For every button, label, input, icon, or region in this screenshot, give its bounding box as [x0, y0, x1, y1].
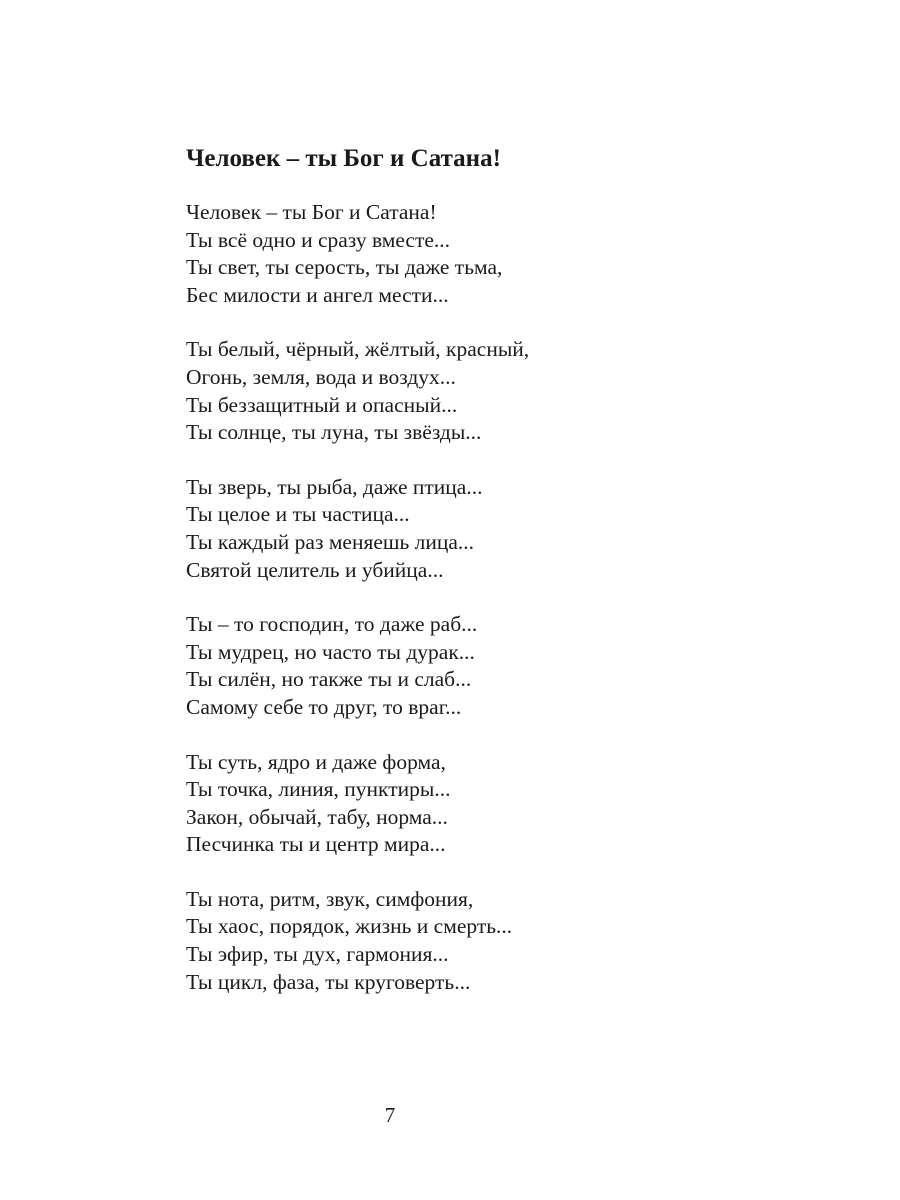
poem-line: Ты беззащитный и опасный... [186, 392, 458, 417]
poem-line: Ты нота, ритм, звук, симфония, [186, 886, 474, 911]
poem-line: Закон, обычай, табу, норма... [186, 804, 448, 829]
poem-line: Ты – то господин, то даже раб... [186, 612, 478, 637]
poem-line: Ты эфир, ты дух, гармония... [186, 942, 449, 967]
poem-line: Ты свет, ты серость, ты даже тьма, [186, 255, 503, 280]
poem-line: Ты мудрец, но часто ты дурак... [186, 639, 475, 664]
poem-line: Бес милости и ангел мести... [186, 282, 449, 307]
poem-line: Ты силён, но также ты и слаб... [186, 667, 472, 692]
poem-line: Ты точка, линия, пунктиры... [186, 777, 451, 802]
poem-line: Ты суть, ядро и даже форма, [186, 749, 446, 774]
poem-line: Человек – ты Бог и Сатана! [186, 200, 437, 224]
poem-line: Самому себе то друг, то враг... [186, 694, 462, 719]
stanza-4 [186, 611, 529, 721]
poem-line: Ты каждый раз меняешь лица... [186, 529, 475, 554]
stanza-1 [186, 199, 529, 309]
poem-line: Ты белый, чёрный, жёлтый, красный, [186, 337, 530, 362]
poem-line: Ты солнце, ты луна, ты звёзды... [186, 420, 482, 445]
page-number: 7 [384, 1103, 396, 1127]
poem-line: Ты цикл, фаза, ты круговерть... [186, 969, 471, 994]
poem-body [186, 199, 529, 1023]
poem-line: Огонь, земля, вода и воздух... [186, 364, 456, 389]
stanza-3 [186, 474, 529, 584]
poem-title: Человек – ты Бог и Сатана! [186, 145, 501, 172]
poem-line: Ты хаос, порядок, жизнь и смерть... [186, 914, 513, 939]
stanza-2 [186, 336, 529, 446]
stanza-5 [186, 749, 529, 859]
poem-line: Ты целое и ты частица... [186, 502, 410, 527]
poem-line: Святой целитель и убийца... [186, 557, 444, 582]
poem-line: Ты всё одно и сразу вместе... [186, 227, 451, 252]
poem-line: Ты зверь, ты рыба, даже птица... [186, 474, 483, 499]
poem-line: Песчинка ты и центр мира... [186, 832, 446, 857]
stanza-6 [186, 886, 529, 996]
